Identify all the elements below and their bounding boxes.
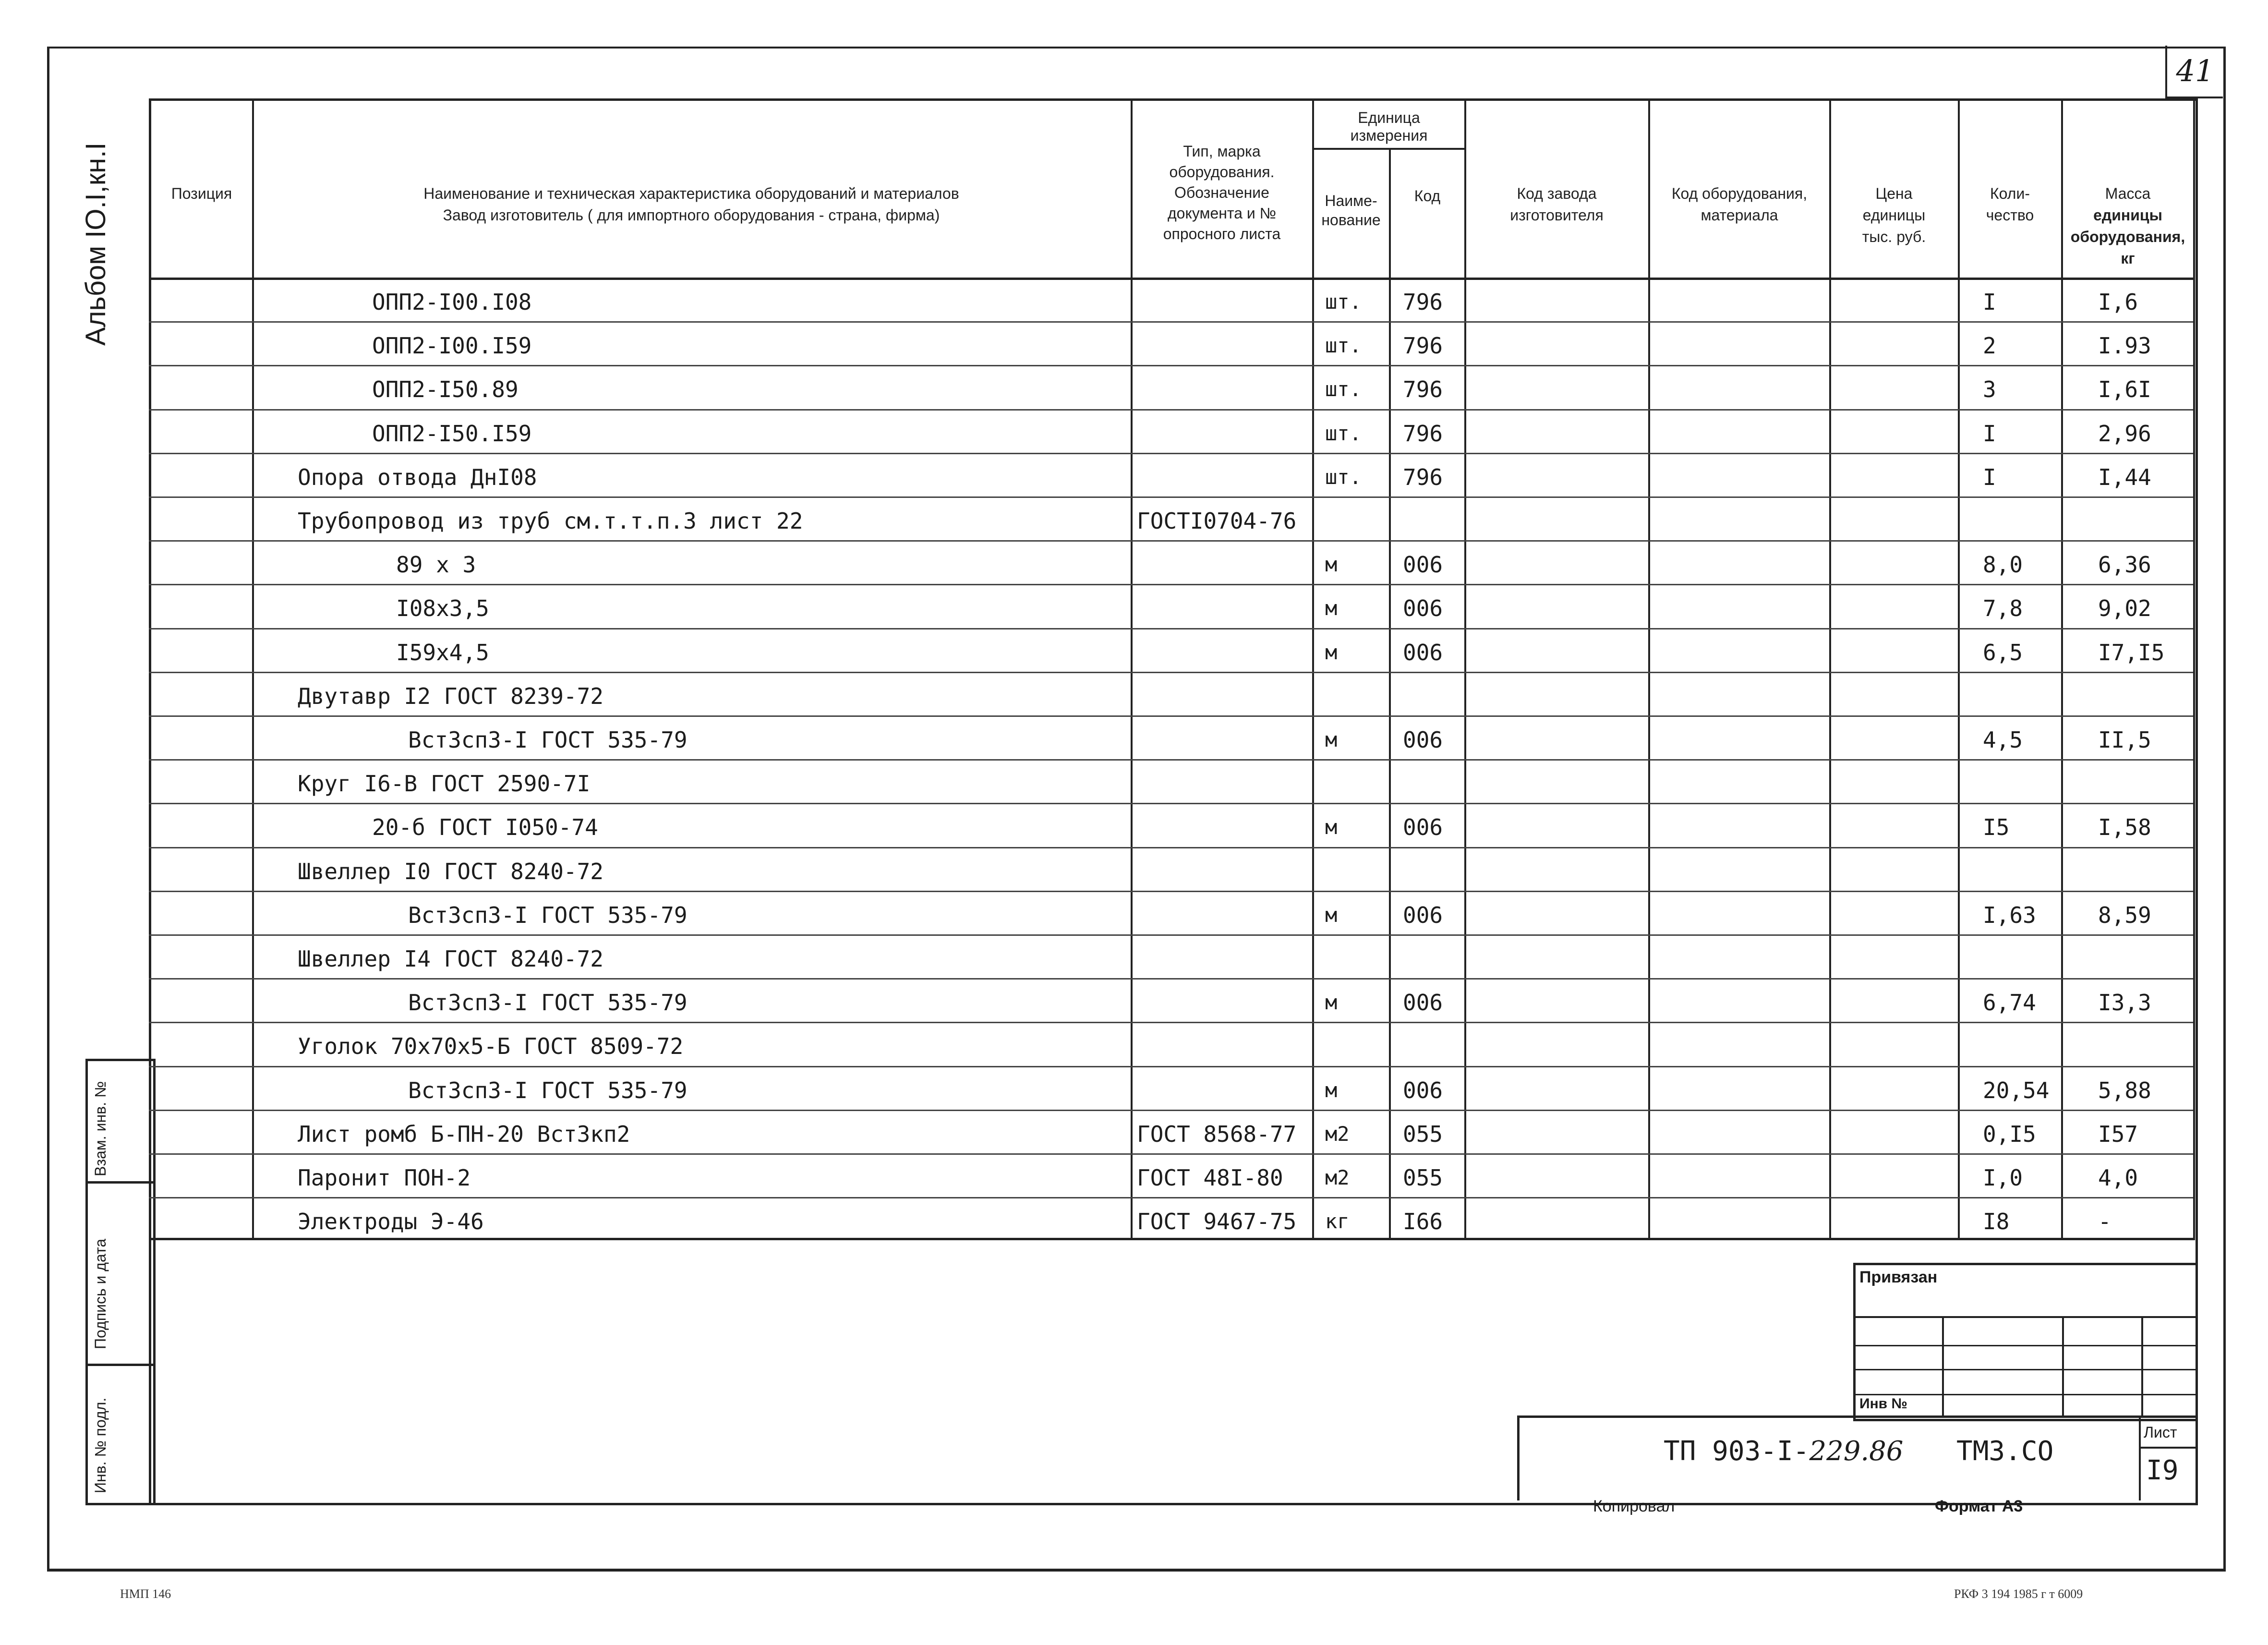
sheet-divider (2139, 1418, 2141, 1500)
side-stamp-inv-orig: Инв. № подл. (92, 1397, 109, 1493)
header-name-line2: Завод изготовитель ( для импортного оборудования - страна, фирма) (443, 206, 940, 224)
row-mass: I.93 (2098, 333, 2151, 359)
row-mass: I,58 (2098, 814, 2151, 841)
row-name: Опора отвода ДнI08 (298, 464, 537, 490)
row-qty: 0,I5 (1983, 1121, 2036, 1147)
bound-label: Привязан (1859, 1268, 1938, 1286)
row-mass: I,6 (2098, 289, 2138, 315)
row-code: 055 (1403, 1165, 1443, 1191)
row-name: Паронит ПОН-2 (298, 1165, 471, 1191)
header-mass-line1: Масса (2105, 185, 2151, 202)
footer-format: Формат А3 (1935, 1497, 2023, 1515)
row-code: 006 (1403, 639, 1443, 665)
row-code: 796 (1403, 464, 1443, 490)
row-name: Трубопровод из труб см.т.т.п.3 лист 22 (298, 508, 803, 534)
row-code: 006 (1403, 814, 1443, 841)
row-code: 006 (1403, 1077, 1443, 1103)
row-unit: м (1325, 728, 1338, 751)
row-unit: м (1325, 903, 1338, 927)
header-name-line1: Наименование и техническая характеристика оборудований и материалов (423, 185, 959, 202)
row-mass: 9,02 (2098, 595, 2151, 622)
stamp-designation-handwritten: 229.86 (1809, 1436, 1904, 1467)
header-unit-code: Код (1414, 187, 1441, 205)
table-row (149, 848, 2193, 892)
row-qty: I,0 (1983, 1165, 2023, 1191)
row-qty: I5 (1983, 814, 2010, 841)
header-price-line1: Цена (1875, 185, 1913, 202)
row-name: ВстЗсп3-I ГОСТ 535-79 (408, 727, 688, 753)
stamp-designation (1664, 1437, 1903, 1466)
table-row (149, 1023, 2193, 1066)
row-name: ВстЗсп3-I ГОСТ 535-79 (408, 990, 688, 1016)
table-row (149, 585, 2193, 629)
header-price-line3: тыс. руб. (1862, 228, 1926, 245)
table-row (149, 322, 2193, 366)
unit-header-divider (1312, 148, 1465, 150)
row-name: ОПП2-I00.I08 (372, 289, 532, 315)
bound-col-divider (1942, 1316, 1944, 1417)
table-row (149, 1067, 2193, 1111)
side-stamp-swap-inv: Взам. инв. № (92, 1081, 109, 1176)
table-row (149, 497, 2193, 541)
footer-right-note: РКФ 3 194 1985 г т 6009 (1954, 1587, 2083, 1601)
row-doc: ГОСТ 8568-77 (1137, 1121, 1297, 1147)
header-qty-line1: Коли- (1990, 185, 2030, 202)
sheet-label: Лист (2144, 1424, 2177, 1441)
row-mass: I3,3 (2098, 990, 2151, 1016)
header-mass-line3: оборудования, (2070, 228, 2185, 245)
row-name: Двутавр I2 ГОСТ 8239-72 (298, 683, 603, 709)
row-unit: шт. (1325, 334, 1362, 358)
header-type-line1: Тип, марка (1183, 143, 1261, 160)
bound-stamp (1853, 1263, 2196, 1421)
header-price-line2: единицы (1862, 206, 1926, 224)
row-code: 796 (1403, 420, 1443, 447)
row-qty: I (1983, 464, 1996, 490)
row-code: 796 (1403, 289, 1443, 315)
row-code: I66 (1403, 1209, 1443, 1235)
col-divider (2193, 98, 2195, 1239)
header-type-line5: опросного листа (1163, 225, 1281, 242)
bound-col-divider (2141, 1316, 2143, 1417)
bound-divider (1856, 1394, 2196, 1395)
row-unit: м (1325, 1078, 1338, 1102)
header-equip-code-line2: материала (1701, 206, 1778, 224)
inv-no-label: Инв № (1859, 1396, 1907, 1412)
bound-divider (1856, 1345, 2196, 1346)
row-code: 055 (1403, 1121, 1443, 1147)
header-mass-line2: единицы (2093, 206, 2162, 224)
row-code: 006 (1403, 902, 1443, 928)
row-name: ОПП2-I50.89 (372, 376, 519, 403)
header-type-line3: Обозначение (1174, 184, 1269, 201)
row-name: Швеллер I4 ГОСТ 8240-72 (298, 946, 603, 972)
row-name: Швеллер I0 ГОСТ 8240-72 (298, 858, 603, 884)
table-row (149, 541, 2193, 585)
row-doc: ГОСТI0704-76 (1137, 508, 1297, 534)
row-name: Лист ромб Б-ПН-20 ВстЗкп2 (298, 1121, 630, 1147)
row-name: ВстЗсп3-I ГОСТ 535-79 (408, 902, 688, 928)
header-factory-code-line2: изготовителя (1510, 206, 1604, 224)
table-row (149, 366, 2193, 410)
row-name: I08x3,5 (396, 595, 489, 622)
header-unit-line2: измерения (1350, 127, 1428, 144)
side-stamp-sign-date: Подпись и дата (92, 1238, 109, 1349)
row-unit: м (1325, 640, 1338, 664)
title-stamp (1517, 1415, 2196, 1500)
row-mass: 5,88 (2098, 1077, 2151, 1103)
side-stamp-divider (88, 1364, 153, 1366)
header-unit-line1: Единица (1358, 109, 1420, 126)
row-qty: 8,0 (1983, 552, 2023, 578)
footer-copied: Копировал (1593, 1497, 1675, 1515)
row-name: 20-б ГОСТ I050-74 (372, 814, 598, 841)
row-unit: м (1325, 596, 1338, 620)
bound-divider (1856, 1316, 2196, 1318)
table-row (149, 892, 2193, 935)
row-name: ОПП2-I50.I59 (372, 420, 532, 447)
row-code: 796 (1403, 333, 1443, 359)
row-unit: м2 (1325, 1166, 1350, 1189)
header-type-line2: оборудования. (1169, 163, 1275, 181)
stamp-designation-printed: ТП 903-I- (1664, 1436, 1810, 1467)
stamp-doc-code: ТМЗ.СО (1956, 1436, 2054, 1467)
row-qty: 7,8 (1983, 595, 2023, 622)
row-code: 006 (1403, 552, 1443, 578)
sheet-divider (2139, 1447, 2196, 1449)
row-unit: м (1325, 815, 1338, 839)
header-qty-line2: чество (1986, 206, 2034, 224)
row-unit: шт. (1325, 377, 1362, 401)
row-doc: ГОСТ 48I-80 (1137, 1165, 1283, 1191)
row-mass: 4,0 (2098, 1165, 2138, 1191)
row-qty: I8 (1983, 1209, 2010, 1235)
table-row (149, 979, 2193, 1023)
row-name: ОПП2-I00.I59 (372, 333, 532, 359)
row-mass: 6,36 (2098, 552, 2151, 578)
header-unit-name-line1: Наиме- (1325, 192, 1377, 209)
row-mass: I7,I5 (2098, 639, 2165, 665)
row-unit: шт. (1325, 465, 1362, 489)
row-unit: м (1325, 553, 1338, 577)
header-position: Позиция (171, 185, 232, 202)
row-name: Уголок 70х70х5-Б ГОСТ 8509-72 (298, 1033, 684, 1060)
row-qty: I,63 (1983, 902, 2036, 928)
table-row (149, 1198, 2193, 1242)
table-row (149, 410, 2193, 454)
page-number: 41 (2165, 46, 2223, 98)
row-unit: кг (1325, 1210, 1350, 1234)
row-doc: ГОСТ 9467-75 (1137, 1209, 1297, 1235)
header-factory-code-line1: Код завода (1517, 185, 1597, 202)
row-qty: 6,74 (1983, 990, 2036, 1016)
header-mass-line4: кг (2121, 250, 2135, 267)
table-row (149, 760, 2193, 804)
table-row (149, 673, 2193, 716)
row-name: Электроды Э-46 (298, 1209, 484, 1235)
row-mass: I,6I (2098, 376, 2151, 403)
side-stamp (85, 1059, 156, 1505)
row-qty: 6,5 (1983, 639, 2023, 665)
table-row (149, 629, 2193, 673)
row-code: 006 (1403, 990, 1443, 1016)
bound-divider (1856, 1369, 2196, 1370)
row-qty: 4,5 (1983, 727, 2023, 753)
row-qty: I (1983, 420, 1996, 447)
table-row (149, 935, 2193, 979)
row-name: ВстЗсп3-I ГОСТ 535-79 (408, 1077, 688, 1103)
header-unit-name-line2: нование (1321, 211, 1381, 229)
table-row (149, 804, 2193, 847)
row-code: 796 (1403, 376, 1443, 403)
row-code: 006 (1403, 727, 1443, 753)
row-mass: 8,59 (2098, 902, 2151, 928)
row-name: Круг I6-В ГОСТ 2590-7I (298, 771, 591, 797)
row-unit: м (1325, 991, 1338, 1015)
footer-left-note: НМП 146 (120, 1587, 171, 1601)
row-code: 006 (1403, 595, 1443, 622)
row-unit: м2 (1325, 1122, 1350, 1146)
header-equip-code-line1: Код оборудования, (1671, 185, 1808, 202)
table-row (149, 716, 2193, 760)
row-name: I59x4,5 (396, 639, 489, 665)
table-row (149, 454, 2193, 497)
table-row (149, 1154, 2193, 1198)
row-name: 89 x 3 (396, 552, 476, 578)
table-row (149, 278, 2193, 322)
table-row (149, 1111, 2193, 1154)
row-qty: I (1983, 289, 1996, 315)
album-label: Альбом IO.I,кн.I (80, 142, 111, 346)
row-mass: 2,96 (2098, 420, 2151, 447)
sheet-number: I9 (2146, 1455, 2179, 1486)
row-mass: - (2098, 1209, 2111, 1235)
side-stamp-divider (88, 1181, 153, 1184)
row-mass: I57 (2098, 1121, 2138, 1147)
row-unit: шт. (1325, 421, 1362, 445)
row-qty: 2 (1983, 333, 1996, 359)
row-qty: 3 (1983, 376, 1996, 403)
row-qty: 20,54 (1983, 1077, 2050, 1103)
header-type-line4: документа и № (1167, 205, 1276, 222)
row-unit: шт. (1325, 290, 1362, 314)
row-mass: II,5 (2098, 727, 2151, 753)
bound-col-divider (2062, 1316, 2064, 1417)
row-mass: I,44 (2098, 464, 2151, 490)
